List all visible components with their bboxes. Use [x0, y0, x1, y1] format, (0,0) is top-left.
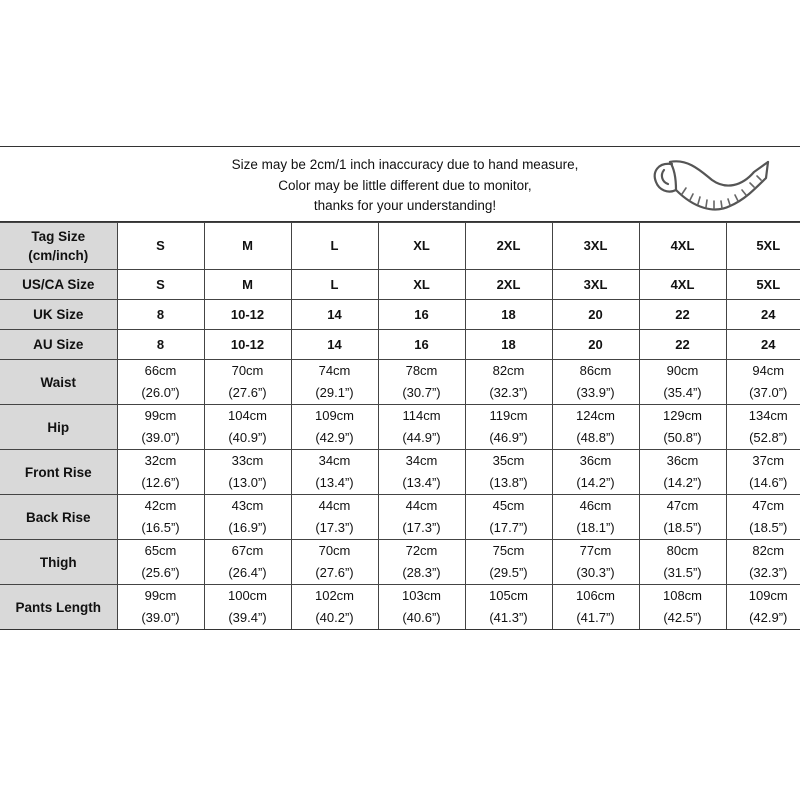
measurement-inch: (31.5”) [663, 565, 702, 580]
measurement-inch: (42.9”) [749, 610, 788, 625]
measurement-inch: (18.5”) [749, 520, 788, 535]
measurement-cell [291, 540, 378, 585]
measurement-inch: (16.9”) [228, 520, 267, 535]
row-label: Back Rise [0, 495, 117, 540]
size-cell: 18 [465, 330, 552, 360]
measurement-cm: 45cm [492, 498, 525, 513]
measurement-cell [378, 585, 465, 630]
row-label: Front Rise [0, 450, 117, 495]
measurement-cell [378, 360, 465, 405]
size-cell: M [204, 270, 291, 300]
measurement-cm: 106cm [575, 588, 616, 603]
measurement-cm: 70cm [231, 363, 264, 378]
tag-size-label-line1: Tag Size [31, 229, 86, 244]
size-cell: 24 [726, 300, 800, 330]
measurement-inch: (13.4”) [402, 475, 441, 490]
measurement-cell [378, 495, 465, 540]
measurement-cm: 129cm [662, 408, 703, 423]
measurement-row [0, 585, 800, 630]
measurement-inch: (48.8”) [576, 430, 615, 445]
measurement-cell [552, 495, 639, 540]
measurement-inch: (30.7”) [402, 385, 441, 400]
measurement-cm: 100cm [227, 588, 268, 603]
size-cell: 22 [639, 330, 726, 360]
measurement-cell [204, 585, 291, 630]
size-table [0, 222, 800, 629]
measurement-inch: (40.2”) [315, 610, 354, 625]
measurement-inch: (16.5”) [141, 520, 180, 535]
measurement-cell [117, 495, 204, 540]
measurement-inch: (18.1”) [576, 520, 615, 535]
measurement-cm: 47cm [666, 498, 699, 513]
measurement-cm: 108cm [662, 588, 703, 603]
tag-size-cell: 4XL [639, 223, 726, 270]
measurement-row [0, 540, 800, 585]
measurement-cell [726, 585, 800, 630]
measurement-row [0, 450, 800, 495]
measurement-cm: 86cm [579, 363, 612, 378]
measurement-cell [291, 405, 378, 450]
measurement-cell [204, 360, 291, 405]
measurement-cm: 77cm [579, 543, 612, 558]
measurement-inch: (18.5”) [663, 520, 702, 535]
size-cell: S [117, 270, 204, 300]
size-cell: XL [378, 270, 465, 300]
measurement-cm: 44cm [405, 498, 438, 513]
measurement-cm: 67cm [231, 543, 264, 558]
measurement-inch: (30.3”) [576, 565, 615, 580]
measurement-cm: 70cm [318, 543, 351, 558]
measurement-cell [204, 540, 291, 585]
measurement-inch: (17.3”) [315, 520, 354, 535]
size-cell: 4XL [639, 270, 726, 300]
measurement-inch: (32.3”) [489, 385, 528, 400]
size-cell: 20 [552, 300, 639, 330]
measurement-row [0, 495, 800, 540]
tag-size-label-line2: (cm/inch) [28, 248, 89, 263]
row-label: Thigh [0, 540, 117, 585]
size-cell: 16 [378, 330, 465, 360]
measurement-inch: (32.3”) [749, 565, 788, 580]
measurement-cell [378, 540, 465, 585]
measurement-inch: (27.6”) [228, 385, 267, 400]
size-cell: 2XL [465, 270, 552, 300]
measurement-inch: (17.3”) [402, 520, 441, 535]
measurement-cm: 42cm [144, 498, 177, 513]
measurement-cm: 34cm [405, 453, 438, 468]
measurement-inch: (40.6”) [402, 610, 441, 625]
measurement-cell [552, 405, 639, 450]
measurement-cm: 44cm [318, 498, 351, 513]
measurement-cm: 66cm [144, 363, 177, 378]
measurement-cell [465, 405, 552, 450]
measurement-cm: 74cm [318, 363, 351, 378]
measurement-inch: (42.5”) [663, 610, 702, 625]
measurement-cell [552, 540, 639, 585]
measurement-inch: (28.3”) [402, 565, 441, 580]
size-cell: 10-12 [204, 330, 291, 360]
size-cell: 14 [291, 330, 378, 360]
measurement-cell [117, 405, 204, 450]
measurement-cell [726, 540, 800, 585]
measurement-inch: (33.9”) [576, 385, 615, 400]
size-cell: 8 [117, 300, 204, 330]
measurement-inch: (39.0”) [141, 430, 180, 445]
size-cell: 8 [117, 330, 204, 360]
measurement-cell [204, 450, 291, 495]
tag-size-cell: M [204, 223, 291, 270]
measurement-cm: 82cm [752, 543, 785, 558]
measurement-cm: 37cm [752, 453, 785, 468]
measurement-cell [726, 495, 800, 540]
measurement-cell [378, 450, 465, 495]
size-cell: 22 [639, 300, 726, 330]
measurement-cm: 102cm [314, 588, 355, 603]
measurement-cm: 109cm [748, 588, 788, 603]
measurement-cm: 109cm [314, 408, 355, 423]
measurement-inch: (14.2”) [663, 475, 702, 490]
row-label: Pants Length [0, 585, 117, 630]
measurement-cm: 46cm [579, 498, 612, 513]
measurement-cm: 99cm [144, 408, 177, 423]
tag-size-cell: XL [378, 223, 465, 270]
tag-size-cell: S [117, 223, 204, 270]
tag-size-cell: L [291, 223, 378, 270]
measurement-cm: 65cm [144, 543, 177, 558]
measurement-cell [204, 405, 291, 450]
measurement-cm: 104cm [227, 408, 268, 423]
measurement-cell [291, 450, 378, 495]
measurement-inch: (26.4”) [228, 565, 267, 580]
measurement-cm: 82cm [492, 363, 525, 378]
measurement-cm: 94cm [752, 363, 785, 378]
measurement-inch: (29.5”) [489, 565, 528, 580]
measurement-cm: 105cm [488, 588, 529, 603]
measurement-cell [291, 495, 378, 540]
measurement-cell [117, 450, 204, 495]
tag-size-row [0, 223, 800, 270]
measurement-cell [378, 405, 465, 450]
measurement-cell [726, 450, 800, 495]
tag-size-label [0, 223, 117, 270]
measurement-cm: 36cm [666, 453, 699, 468]
measurement-inch: (39.0”) [141, 610, 180, 625]
measurement-cell [465, 495, 552, 540]
size-cell: 24 [726, 330, 800, 360]
measurement-cell [465, 540, 552, 585]
measurement-cell [639, 450, 726, 495]
measurement-inch: (17.7”) [489, 520, 528, 535]
measurement-cm: 80cm [666, 543, 699, 558]
row-label: Waist [0, 360, 117, 405]
measurement-cm: 34cm [318, 453, 351, 468]
notice-line-2: Color may be little different due to monitor, [278, 177, 532, 193]
measurement-inch: (41.7”) [576, 610, 615, 625]
measurement-cm: 43cm [231, 498, 264, 513]
measurement-cell [117, 540, 204, 585]
size-cell: 5XL [726, 270, 800, 300]
measurement-inch: (52.8”) [749, 430, 788, 445]
measurement-cm: 114cm [402, 408, 441, 423]
measurement-cell [291, 585, 378, 630]
size-cell: 20 [552, 330, 639, 360]
measurement-inch: (39.4”) [228, 610, 267, 625]
tag-size-cell: 5XL [726, 223, 800, 270]
measurement-cell [465, 360, 552, 405]
measurement-cell [291, 360, 378, 405]
measurement-cm: 33cm [231, 453, 264, 468]
size-chart [0, 146, 800, 630]
notice-line-1: Size may be 2cm/1 inch inaccuracy due to hand measure, [231, 157, 579, 172]
measurement-cell [639, 360, 726, 405]
measurement-inch: (40.9”) [228, 430, 267, 445]
measurement-inch: (13.8”) [489, 475, 528, 490]
measurement-cm: 75cm [492, 543, 525, 558]
measurement-cell [726, 405, 800, 450]
measurement-inch: (37.0”) [749, 385, 788, 400]
measurement-inch: (26.0”) [141, 385, 180, 400]
size-cell: 10-12 [204, 300, 291, 330]
measurement-row [0, 360, 800, 405]
measurement-cell [552, 585, 639, 630]
measurement-cm: 47cm [752, 498, 785, 513]
size-conversion-row [0, 270, 800, 300]
measurement-inch: (25.6”) [141, 565, 180, 580]
measurement-cell [552, 450, 639, 495]
tag-size-cell: 2XL [465, 223, 552, 270]
measurement-cell [639, 495, 726, 540]
measurement-cell [465, 585, 552, 630]
tag-size-cell: 3XL [552, 223, 639, 270]
measurement-row [0, 405, 800, 450]
measurement-cm: 32cm [144, 453, 177, 468]
row-label: Hip [0, 405, 117, 450]
size-cell: 18 [465, 300, 552, 330]
measuring-tape-icon [650, 150, 772, 218]
row-label: UK Size [0, 300, 117, 330]
measurement-inch: (13.4”) [315, 475, 354, 490]
measurement-inch: (14.2”) [576, 475, 615, 490]
measurement-cm: 78cm [405, 363, 438, 378]
measurement-cm: 103cm [401, 588, 442, 603]
measurement-cm: 99cm [144, 588, 177, 603]
measurement-inch: (35.4”) [663, 385, 702, 400]
size-conversion-row [0, 330, 800, 360]
measurement-cell [117, 585, 204, 630]
measurement-inch: (42.9”) [315, 430, 354, 445]
measurement-cm: 90cm [666, 363, 699, 378]
measurement-inch: (50.8”) [663, 430, 702, 445]
measurement-inch: (29.1”) [315, 385, 354, 400]
size-cell: L [291, 270, 378, 300]
measurement-cell [639, 405, 726, 450]
row-label: AU Size [0, 330, 117, 360]
notice-line-3: thanks for your understanding! [313, 198, 497, 213]
measurement-cm: 124cm [575, 408, 616, 423]
measurement-cell [639, 585, 726, 630]
measurement-cell [552, 360, 639, 405]
measurement-cell [639, 540, 726, 585]
measurement-inch: (13.0”) [228, 475, 267, 490]
measurement-cm: 134cm [748, 408, 788, 423]
measurement-cm: 119cm [489, 408, 528, 423]
measurement-cm: 72cm [405, 543, 438, 558]
measurement-cell [465, 450, 552, 495]
measurement-inch: (41.3”) [489, 610, 528, 625]
measurement-inch: (46.9”) [489, 430, 528, 445]
size-conversion-row [0, 300, 800, 330]
size-cell: 16 [378, 300, 465, 330]
measurement-inch: (12.6”) [141, 475, 180, 490]
size-cell: 14 [291, 300, 378, 330]
measurement-cell [726, 360, 800, 405]
measurement-inch: (14.6”) [749, 475, 788, 490]
measurement-cm: 36cm [579, 453, 612, 468]
row-label: US/CA Size [0, 270, 117, 300]
measurement-inch: (27.6”) [315, 565, 354, 580]
notice-banner [0, 147, 800, 222]
measurement-cm: 35cm [492, 453, 525, 468]
measurement-cell [204, 495, 291, 540]
size-cell: 3XL [552, 270, 639, 300]
measurement-cell [117, 360, 204, 405]
measurement-inch: (44.9”) [402, 430, 441, 445]
